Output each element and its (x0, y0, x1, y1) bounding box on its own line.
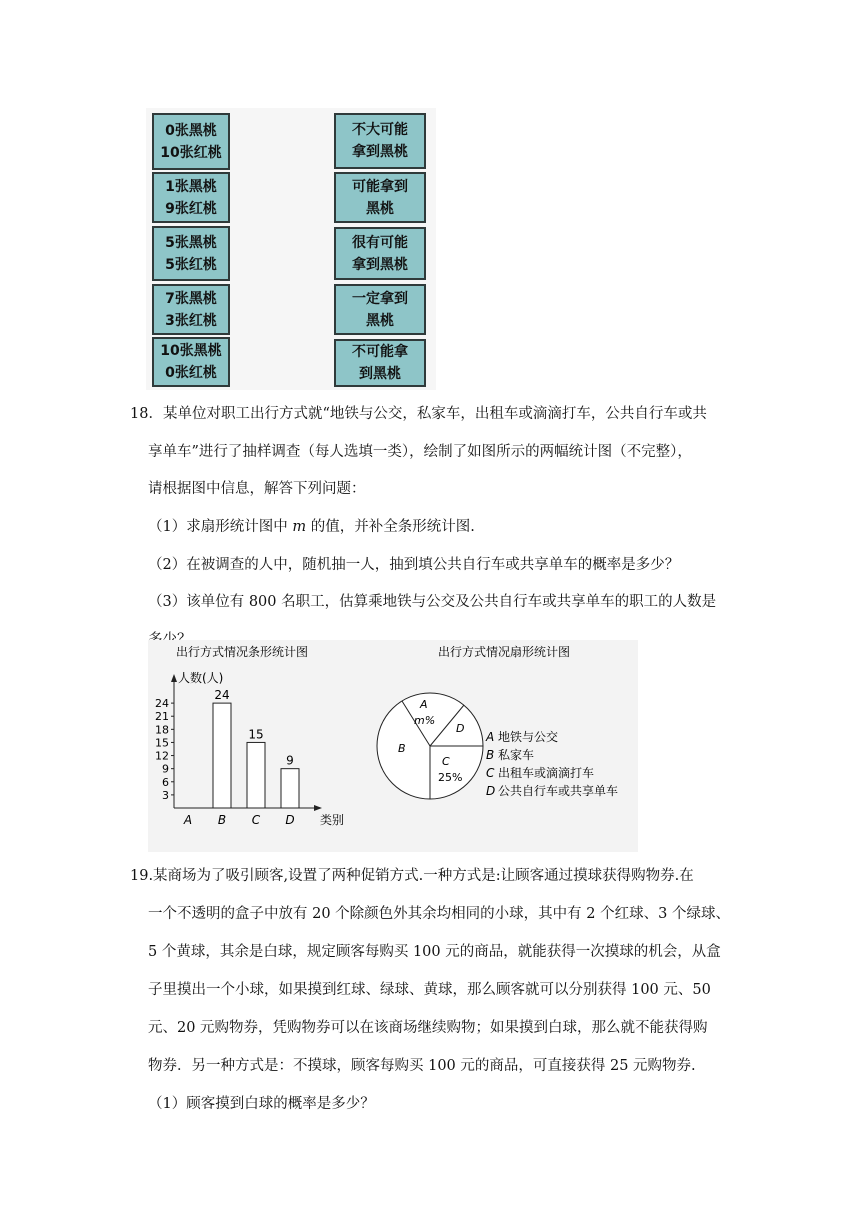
bar-value-label: 9 (286, 753, 294, 768)
legend-letter: C (486, 766, 495, 780)
legend-text: 私家车 (498, 748, 535, 762)
card-text: 很有可能 (352, 234, 408, 251)
pie-chart-title: 出行方式情况扇形统计图 (438, 645, 571, 659)
q18-line-3: 请根据图中信息，解答下列问题： (148, 481, 366, 497)
card-text: 10张红桃 (160, 144, 222, 161)
card-text: 9张红桃 (165, 200, 217, 217)
y-tick-label: 24 (155, 697, 169, 711)
q18-sub-1-var: m (292, 519, 307, 535)
card-text: 7张黑桃 (165, 290, 217, 307)
x-category-label: A (183, 813, 193, 827)
y-axis-arrow (171, 674, 177, 682)
card-left-5 (152, 337, 230, 387)
card-text: 5张黑桃 (165, 234, 217, 251)
x-category-label: D (285, 813, 295, 827)
card-text: 不可能拿 (352, 344, 408, 360)
pie-slice-c-letter: C (442, 755, 450, 768)
y-axis-label: 人数(人) (178, 671, 224, 685)
card-text: 拿到黑桃 (352, 144, 408, 160)
card-text: 1张黑桃 (165, 178, 217, 195)
x-axis-arrow (314, 805, 322, 811)
pie-slice-a-letter: A (420, 698, 428, 711)
q18-line-1: 18．某单位对职工出行方式就“地铁与公交，私家车，出租车或滴滴打车，公共自行车或共 (130, 406, 707, 422)
charts-svg (148, 640, 638, 850)
card-right-5 (334, 339, 426, 387)
pie-slice-d-letter: D (456, 722, 465, 735)
card-right-1 (334, 113, 426, 169)
bar-value-label: 24 (214, 688, 230, 703)
q19-line-1: 19.某商场为了吸引顾客,设置了两种促销方式.一种方式是:让顾客通过摸球获得购物券.在 (130, 868, 694, 884)
card-text: 到黑桃 (359, 366, 401, 382)
pie-slice-a-label: m% (414, 714, 436, 727)
legend-letter: B (486, 748, 495, 762)
bar-chart-title: 出行方式情况条形统计图 (176, 645, 309, 659)
q19-line-2: 一个不透明的盒子中放有 20 个除颜色外其余均相同的小球，其中有 2 个红球、3 个绿球、 (148, 906, 730, 922)
bar-chart (155, 670, 344, 827)
legend-text: 公共自行车或共享单车 (498, 784, 619, 798)
bar-d (281, 769, 299, 808)
q18-sub-1-text-b: 的值，并补全条形统计图. (306, 519, 475, 535)
y-tick-label: 6 (162, 775, 169, 789)
q18-sub-1 (148, 515, 475, 536)
y-tick-label: 21 (155, 710, 169, 724)
q19-line-3: 5 个黄球，其余是白球，规定顾客每购买 100 元的商品，就能获得一次摸球的机会，从盒 (148, 944, 721, 960)
card-text: 一定拿到 (352, 290, 408, 307)
card-text: 黑桃 (366, 312, 394, 329)
card-text: 0张黑桃 (165, 122, 217, 139)
bar-b (213, 703, 231, 808)
card-text: 5张红桃 (165, 256, 217, 273)
q18-sub-1-text: （1）求扇形统计图中 (148, 519, 293, 535)
pie-chart (377, 693, 618, 799)
x-category-label: C (251, 813, 261, 827)
card-text: 拿到黑桃 (352, 256, 408, 273)
card-right-4 (334, 284, 426, 335)
card-text: 3张红桃 (165, 312, 217, 329)
legend-letter: A (486, 730, 495, 744)
y-tick-label: 15 (155, 736, 169, 750)
charts-figure (148, 640, 638, 852)
bar-value-label: 15 (248, 727, 264, 742)
card-text: 黑桃 (366, 200, 394, 217)
card-text: 可能拿到 (352, 178, 408, 195)
y-tick-label: 3 (162, 788, 169, 802)
x-category-label: B (217, 813, 227, 827)
x-axis-label: 类别 (320, 813, 345, 827)
legend-text: 出租车或滴滴打车 (498, 766, 595, 780)
q19-line-6: 物券．另一种方式是：不摸球，顾客每购买 100 元的商品，可直接获得 25 元购物券. (148, 1058, 696, 1074)
card-text: 不大可能 (352, 122, 408, 138)
legend-text: 地铁与公交 (498, 730, 559, 744)
card-left-4 (152, 284, 230, 335)
card-left-2 (152, 172, 230, 223)
y-tick-label: 9 (162, 762, 169, 776)
q19-sub-1: （1）顾客摸到白球的概率是多少？ (148, 1096, 375, 1112)
card-left-3 (152, 226, 230, 281)
q18-sub-2: （2）在被调查的人中，随机抽一人，抽到填公共自行车或共享单车的概率是多少？ (148, 557, 680, 573)
card-left-1 (152, 113, 230, 170)
q19-line-4: 子里摸出一个小球，如果摸到红球、绿球、黄球，那么顾客就可以分别获得 100 元、50 (148, 982, 711, 998)
y-tick-label: 18 (155, 723, 169, 737)
pie-slice-b-letter: B (398, 742, 406, 755)
card-text: 0张红桃 (165, 365, 217, 381)
card-right-3 (334, 227, 426, 280)
q19-line-5: 元、20 元购物券，凭购物券可以在该商场继续购物；如果摸到白球，那么就不能获得购 (148, 1020, 708, 1036)
pie-slice-c-label: 25% (438, 771, 463, 784)
legend-letter: D (486, 784, 496, 798)
y-tick-label: 12 (155, 749, 169, 763)
q18-sub-3-line-1: （3）该单位有 800 名职工，估算乘地铁与公交及公共自行车或共享单车的职工的人数是 (148, 594, 717, 610)
card-right-2 (334, 172, 426, 223)
card-text: 10张黑桃 (160, 343, 222, 359)
q18-line-2: 享单车”进行了抽样调查（每人选填一类），绘制了如图所示的两幅统计图（不完整）， (148, 444, 692, 460)
bar-c (247, 742, 265, 808)
